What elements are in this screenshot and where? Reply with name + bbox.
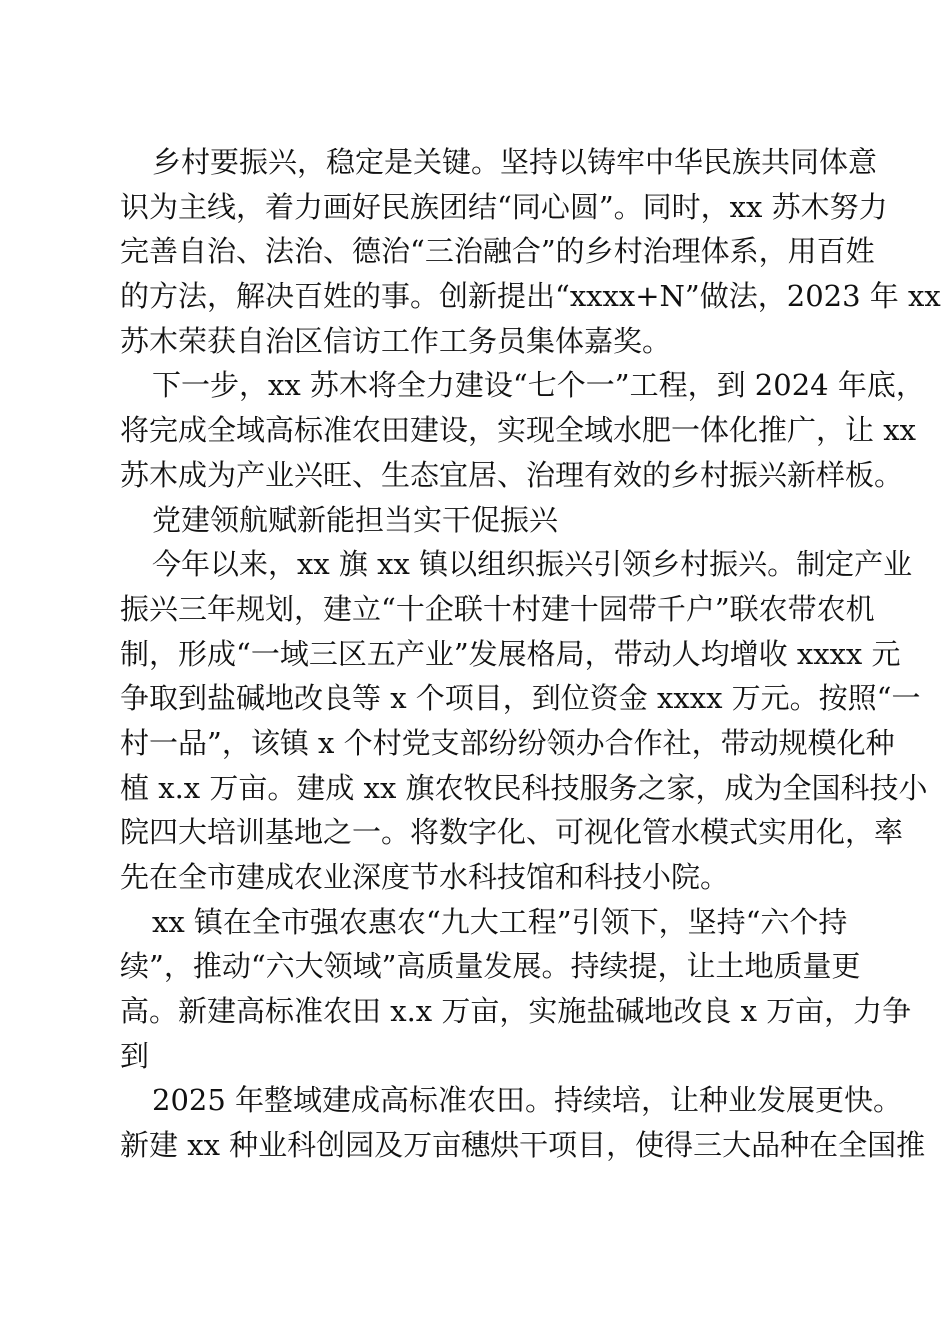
text-line: 将完成全域高标准农田建设，实现全域水肥一体化推广，让 xx (120, 413, 916, 448)
text-line: 院四大培训基地之一。将数字化、可视化管水模式实用化，率 (120, 815, 904, 850)
paragraph-2025 (120, 1078, 926, 1167)
text-line: 识为主线，着力画好民族团结“同心圆”。同时，xx 苏木努力 (120, 189, 888, 224)
text-line: 续”，推动“六大领域”高质量发展。持续提，让土地质量更 (120, 949, 861, 984)
text-line: 苏木荣获自治区信访工作工务员集体嘉奖。 (120, 323, 672, 358)
paragraph-this-year (120, 542, 928, 900)
paragraph-town (120, 900, 912, 1079)
text-line: 乡村要振兴，稳定是关键。坚持以铸牢中华民族共同体意 (152, 145, 878, 179)
paragraph-stability (120, 140, 941, 363)
text-line: 村一品”，该镇 x 个村党支部纷纷领办合作社，带动规模化种 (120, 725, 895, 760)
text-line: 先在全市建成农业深度节水科技馆和科技小院。 (120, 860, 730, 894)
text-line: 2025 年整域建成高标准农田。持续培，让种业发展更快。 (152, 1083, 903, 1118)
text-line: 新建 xx 种业科创园及万亩穗烘干项目，使得三大品种在全国推 (120, 1128, 926, 1163)
document-page (120, 140, 941, 1168)
paragraph-next-step (120, 363, 925, 497)
text-line: 苏木成为产业兴旺、生态宜居、治理有效的乡村振兴新样板。 (120, 457, 904, 492)
section-heading (120, 498, 838, 543)
text-line: 的方法，解决百姓的事。创新提出“xxxx+N”做法，2023 年 xx (120, 279, 941, 314)
text-line: 争取到盐碱地改良等 x 个项目，到位资金 xxxx 万元。按照“一 (120, 681, 921, 716)
text-line: 到 (120, 1038, 150, 1073)
heading-text: 党建领航赋新能担当实干促振兴 (152, 502, 559, 537)
text-line: xx 镇在全市强农惠农“九大工程”引领下，坚持“六个持 (152, 904, 848, 939)
text-line: 植 x.x 万亩。建成 xx 旗农牧民科技服务之家，成为全国科技小 (120, 770, 928, 805)
text-line: 下一步，xx 苏木将全力建设“七个一”工程，到 2024 年底， (152, 368, 925, 403)
text-line: 制，形成“一域三区五产业”发展格局，带动人均增收 xxxx 元 (120, 636, 901, 671)
text-line: 振兴三年规划，建立“十企联十村建十园带千户”联农带农机 (120, 591, 875, 626)
text-line: 完善自治、法治、德治“三治融合”的乡村治理体系，用百姓 (120, 234, 875, 269)
text-line: 高。新建高标准农田 x.x 万亩，实施盐碱地改良 x 万亩，力争 (120, 994, 912, 1029)
text-line: 今年以来，xx 旗 xx 镇以组织振兴引领乡村振兴。制定产业 (152, 547, 913, 582)
